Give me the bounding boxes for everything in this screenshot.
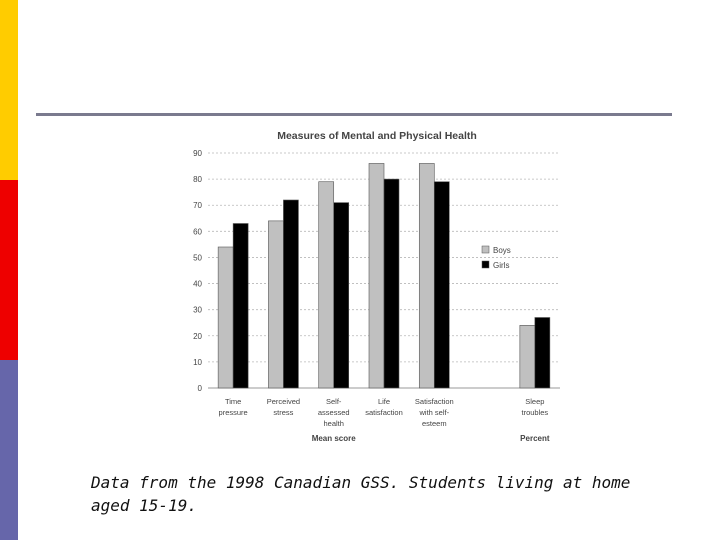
chart <box>150 120 570 450</box>
accent-bar-blue <box>0 360 18 540</box>
x-tick-label: Sleep <box>525 397 545 406</box>
y-tick-label: 0 <box>197 384 202 393</box>
y-tick-label: 70 <box>193 201 202 211</box>
y-tick-label: 90 <box>193 149 202 158</box>
bar-girls <box>434 182 449 388</box>
bar-boys <box>520 325 535 388</box>
legend-swatch-girls <box>482 261 489 268</box>
bar-boys <box>419 163 434 388</box>
y-tick-label: 20 <box>193 331 202 341</box>
bar-boys <box>268 221 283 388</box>
x-tick-label: esteem <box>421 419 447 428</box>
bar-girls <box>535 318 550 389</box>
caption-line-2: aged 15-19. <box>91 496 197 515</box>
caption-line-1: Data from the 1998 Canadian GSS. Students living at home <box>91 473 631 492</box>
x-tick-label: pressure <box>218 408 248 417</box>
x-tick-label: stress <box>273 408 294 417</box>
accent-bar-red <box>0 180 18 360</box>
x-tick-label: Self- <box>326 397 342 406</box>
chart-title: Measures of Mental and Physical Health <box>277 130 477 142</box>
legend-label-girls: Girls <box>493 261 510 270</box>
y-tick-label: 30 <box>193 305 202 315</box>
x-tick-label: Perceived <box>266 397 301 406</box>
bar-girls <box>384 179 399 388</box>
group-label: Percent <box>520 434 550 443</box>
accent-bar-yellow <box>0 0 18 180</box>
x-tick-label: assessed <box>317 408 350 417</box>
bar-girls <box>233 224 248 389</box>
y-tick-label: 10 <box>193 357 202 367</box>
y-tick-label: 50 <box>193 253 202 263</box>
bar-boys <box>369 163 384 388</box>
legend-label-boys: Boys <box>493 246 511 255</box>
x-tick-label: satisfaction <box>365 408 403 417</box>
title-divider <box>36 113 672 116</box>
x-tick-label: Life <box>377 397 391 406</box>
x-tick-label: Time <box>224 397 242 406</box>
bar-boys <box>319 182 334 388</box>
y-tick-label: 60 <box>193 227 202 237</box>
x-tick-label: Satisfaction <box>414 397 454 406</box>
x-tick-label: troubles <box>521 408 549 417</box>
y-tick-label: 40 <box>193 279 202 289</box>
group-label: Mean score <box>311 434 356 443</box>
legend-swatch-boys <box>482 246 489 253</box>
x-tick-label: with self- <box>419 408 450 417</box>
bar-girls <box>283 200 298 388</box>
caption <box>91 471 691 517</box>
bar-boys <box>218 247 233 388</box>
y-tick-label: 80 <box>193 175 202 185</box>
x-tick-label: health <box>323 419 344 428</box>
bar-girls <box>334 203 349 388</box>
